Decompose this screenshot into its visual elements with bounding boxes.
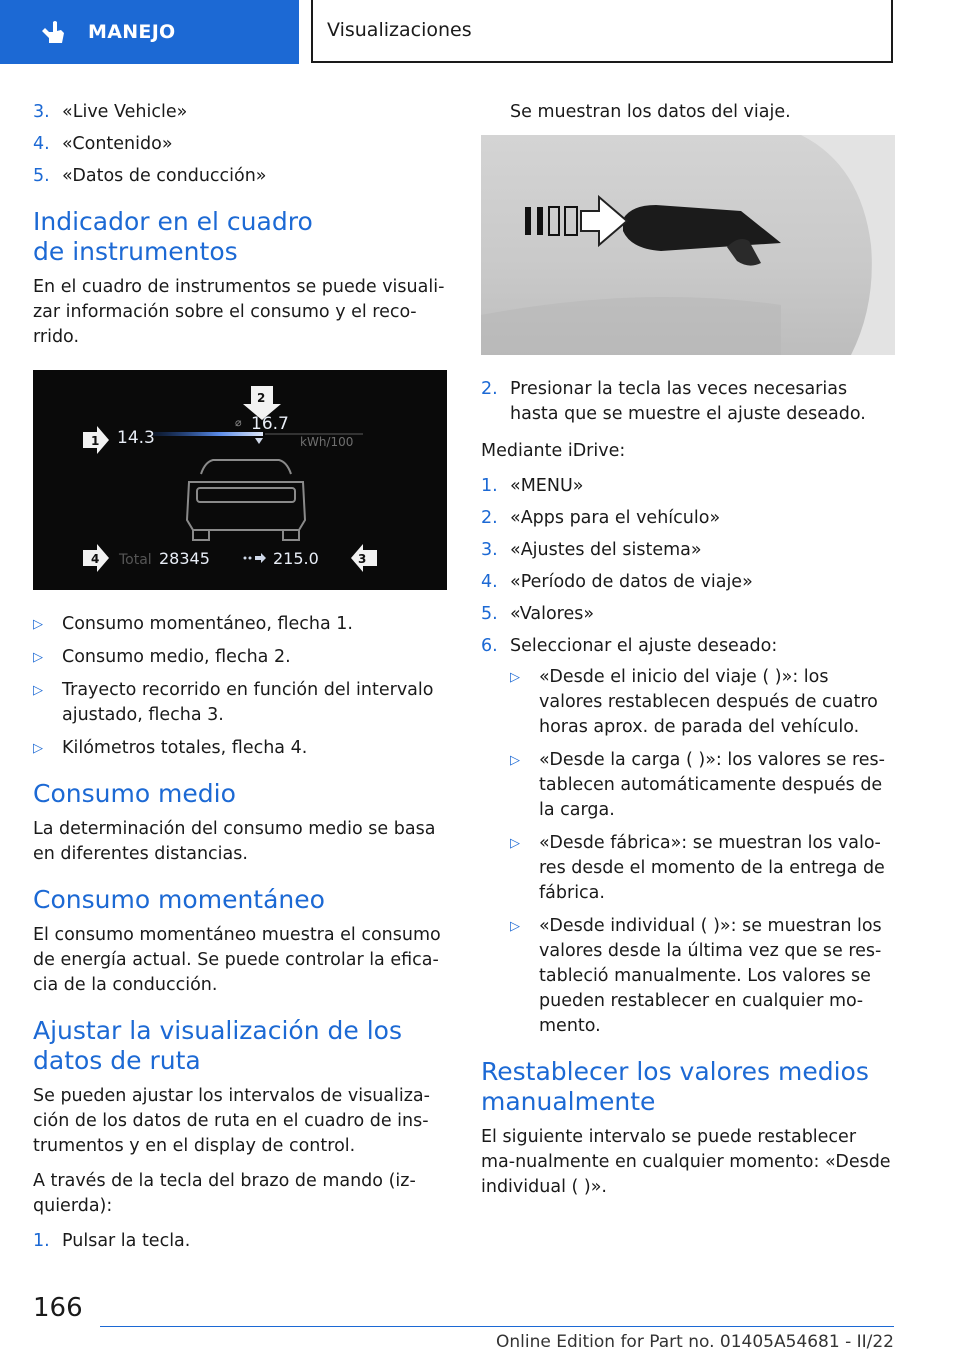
left-column [33,100,447,1266]
edition-note: Online Edition for Part no. 01405A54681 - II/22 [495,1332,894,1352]
chapter-tab[interactable] [0,0,299,64]
paragraph-ajustar-1: Se pueden ajustar los intervalos de visualiza‐ción de los datos de ruta en el cuadro de ins‐trumentos y en el display de control. [33,1086,430,1156]
heading-medio: Consumo medio [33,779,236,808]
triangle-right-icon: ▷ [510,670,520,685]
list-item: ▷ Kilómetros totales, flecha 4. [33,736,447,761]
list-item: ▷ Consumo momentáneo, flecha 1. [33,612,447,637]
sub-bullet-list [510,665,893,1039]
right-column [481,100,893,1210]
paragraph-idrive: Mediante iDrive: [481,441,626,461]
triangle-right-icon: ▷ [510,919,520,934]
paragraph-indicador: En el cuadro de instrumentos se puede visuali‐zar información sobre el consumo y el reco‐rrido. [33,277,445,347]
steps-top [33,100,447,189]
section-tab[interactable] [311,0,893,63]
paragraph-restablecer: El siguiente intervalo se puede restablecer ma‐nualmente en cualquier momento: «Desde individual ( )». [481,1127,891,1197]
list-item: ▷ Consumo medio, flecha 2. [33,645,447,670]
footer-divider [100,1326,894,1327]
paragraph-ajustar-2: A través de la tecla del brazo de mando (iz‐quierda): [33,1171,416,1216]
triangle-right-icon: ▷ [33,741,43,756]
list-item: ▷ Trayecto recorrido en función del intervalo ajustado, flecha 3. [33,678,447,728]
triangle-right-icon: ▷ [33,683,43,698]
heading-ajustar: Ajustar la visualización de los datos de ruta [33,1016,402,1075]
list-item: 2. «Apps para el vehículo» [481,508,721,528]
paragraph-medio: La determinación del consumo medio se basa en diferentes distancias. [33,819,436,864]
steering-hand-icon [38,17,68,47]
heading-restablecer: Restablecer los valores medios manualmente [481,1057,869,1116]
cluster-value-1: 14.3 [117,428,155,448]
steps-presionar [481,377,893,427]
steering-stalk-image [481,135,895,355]
heading-momentaneo: Consumo momentáneo [33,885,325,914]
list-item: ▷ «Desde fábrica»: se muestran los valo‐res desde el momento de la entrega de fábrica. [510,831,893,906]
triangle-right-icon: ▷ [33,650,43,665]
cluster-value-2: 16.7 [251,414,289,434]
cluster-total-value: 28345 [159,549,210,568]
svg-text:1: 1 [91,434,100,448]
list-item: 3. «Ajustes del sistema» [481,540,702,560]
bullet-list [33,612,447,761]
chapter-title: MANEJO [88,20,176,43]
list-item: 1. Pulsar la tecla. [33,1231,191,1251]
list-item: ▷ «Desde el inicio del viaje ( )»: los valores restablecen después de cuatro horas aprox. de parada del vehículo. [510,665,893,740]
svg-text:4: 4 [91,552,100,566]
triangle-right-icon: ▷ [33,617,43,632]
steps-idrive [481,474,893,1039]
list-item: ▷ «Desde la carga ( )»: los valores se res‐tablecen automáticamente después de la carga. [510,748,893,823]
paragraph-muestran: Se muestran los datos del viaje. [510,102,791,122]
list-item: 4. «Contenido» [33,134,173,154]
list-item: 5. «Valores» [481,604,595,624]
list-item: 4. «Período de datos de viaje» [481,572,753,592]
heading-indicador: Indicador en el cuadro de instrumentos [33,207,313,266]
page-number: 166 [33,1293,83,1323]
list-item: 2. Presionar la tecla las veces necesarias hasta que se muestre el ajuste deseado. [481,379,866,424]
list-item: 3. «Live Vehicle» [33,102,188,122]
instrument-cluster-image [33,370,447,590]
list-item: 5. «Datos de conducción» [33,166,267,186]
svg-text:⌀: ⌀ [235,416,242,429]
list-item: 1. «MENU» [481,476,584,496]
svg-text:3: 3 [358,552,367,566]
list-item: ▷ «Desde individual ( )»: se muestran los valores desde la última vez que se res‐tableció manualmente. Los valores se pueden restablecer en cualquier mo‐mento. [510,914,893,1039]
list-item: 6. Seleccionar el ajuste deseado: ▷ «Desde el inicio del viaje ( )»: los valores restablecen después de cuatro horas aprox. de parada del vehículo. ▷ «Desde la carga ( )»: los valores se res‐tablecen automáticamente después de la carga. ▷ «Desde fábrica»: se muestran los valo‐res desde el momento de la entrega de fábrica. ▷ «Desde individual ( )»: se muestran los valores desde la última vez que se res‐tableció manualmente. Los valores se pueden restablecer en cualquier mo‐mento. [481,634,893,1039]
section-title: Visualizaciones [327,19,472,41]
cluster-range-value: 215.0 [273,549,319,568]
triangle-right-icon: ▷ [510,836,520,851]
svg-text:2: 2 [257,391,266,405]
steps-pulsar [33,1229,447,1254]
triangle-right-icon: ▷ [510,753,520,768]
cluster-total-label: Total [119,552,152,568]
paragraph-momentaneo: El consumo momentáneo muestra el consumo de energía actual. Se puede controlar la efica‐cia de la conducción. [33,925,441,995]
cluster-unit: kWh/100 [300,435,354,449]
